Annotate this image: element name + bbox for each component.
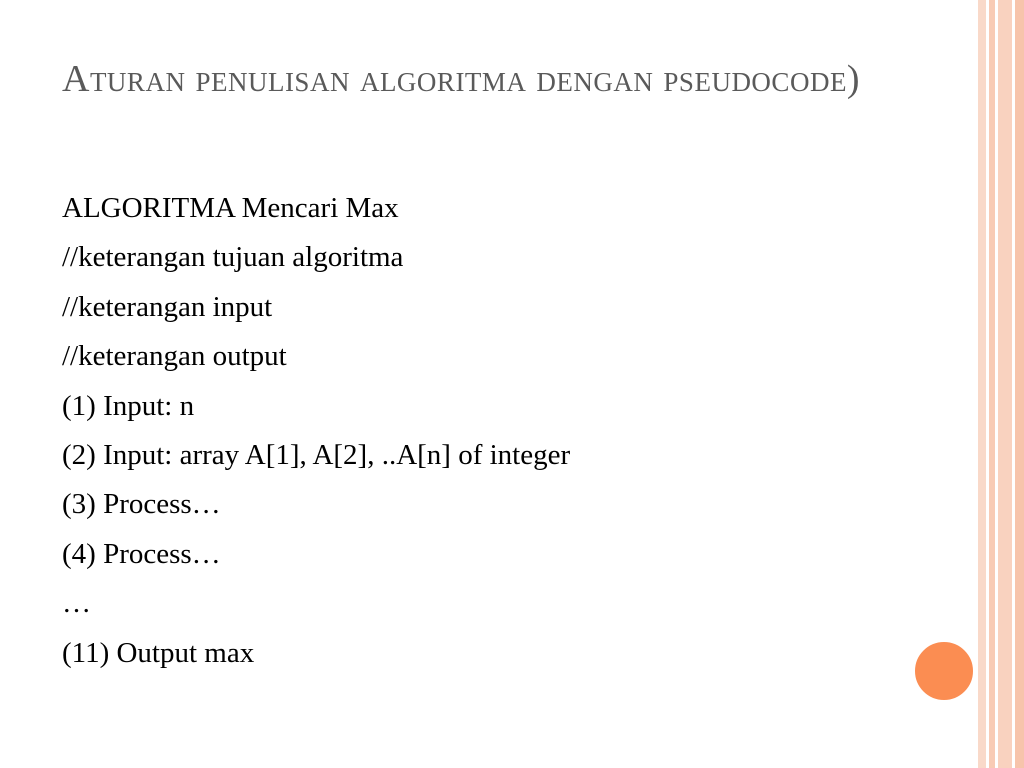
pseudocode-line: //keterangan tujuan algoritma	[62, 241, 404, 274]
pseudocode-line: …	[62, 587, 91, 620]
pseudocode-line: (11) Output max	[62, 636, 255, 669]
pseudocode-line: (2) Input: array A[1], A[2], ..A[n] of integer	[62, 439, 571, 472]
decorative-stripe	[978, 0, 986, 768]
pseudocode-line: //keterangan output	[62, 340, 287, 373]
decorative-stripe	[1015, 0, 1024, 768]
decorative-stripe	[998, 0, 1012, 768]
pseudocode-line: //keterangan input	[62, 290, 273, 323]
pseudocode-line: (1) Input: n	[62, 389, 195, 422]
pseudocode-line: (4) Process…	[62, 537, 221, 570]
pseudocode-line: (3) Process…	[62, 488, 221, 521]
orange-circle-decoration	[913, 640, 975, 702]
slide-title: Aturan penulisan algoritma dengan pseudocode)	[62, 58, 861, 100]
pseudocode-body	[62, 184, 570, 678]
pseudocode-line: ALGORITMA Mencari Max	[62, 192, 399, 224]
